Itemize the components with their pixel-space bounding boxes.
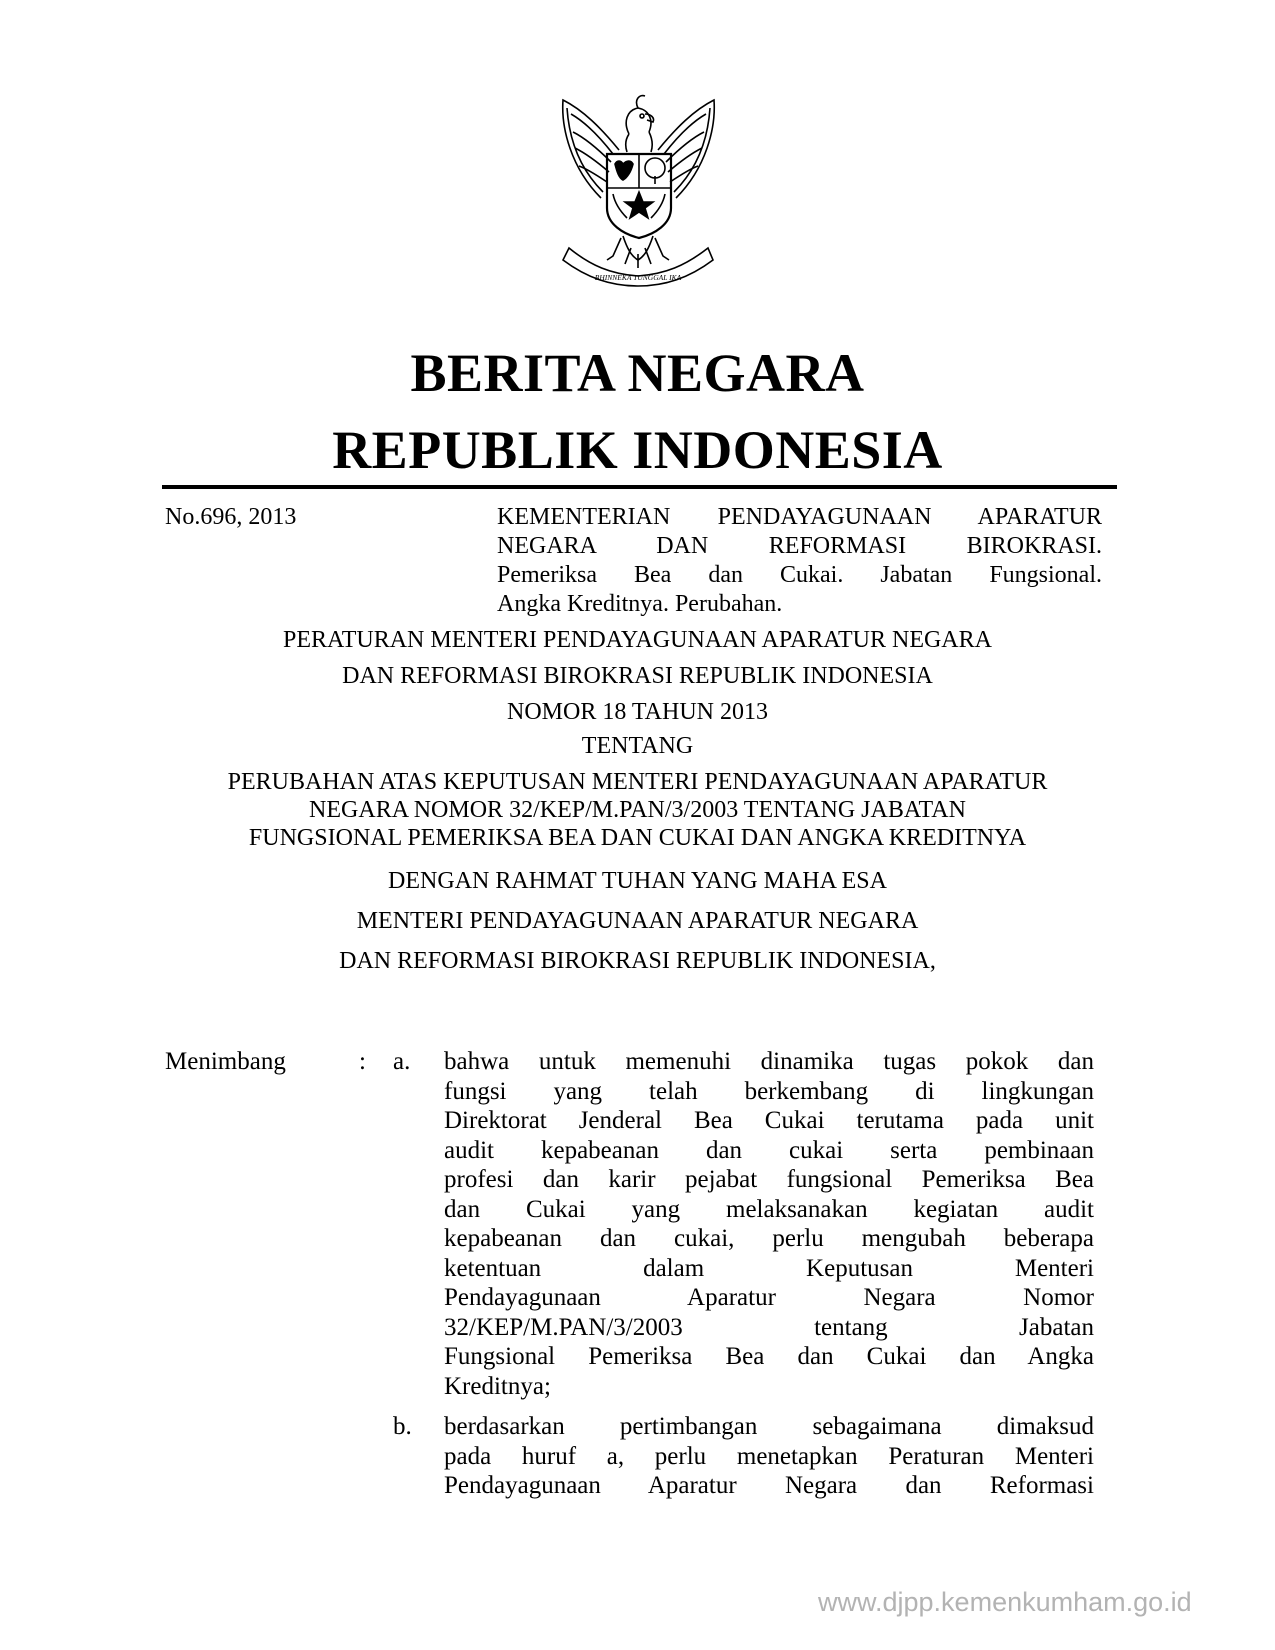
gazette-number: No.696, 2013: [165, 504, 297, 530]
gazette-summary: [497, 503, 1102, 619]
text-line: pada huruf a, perlu menetapkan Peraturan Menteri: [444, 1442, 1094, 1470]
text-line: bahwa untuk memenuhi dinamika tugas pokok dan: [444, 1048, 1094, 1075]
regulation-subject-line: PERUBAHAN ATAS KEPUTUSAN MENTERI PENDAYAGUNAAN APARATUR: [227, 769, 1048, 795]
regulation-subject-line: FUNGSIONAL PEMERIKSA BEA DAN CUKAI DAN ANGKA KREDITNYA: [248, 825, 1027, 851]
gazette-subtitle: REPUBLIK INDONESIA: [332, 420, 943, 480]
text-line: profesi dan karir pejabat fungsional Pemeriksa Bea: [444, 1166, 1094, 1193]
gazette-title: BERITA NEGARA: [410, 343, 865, 403]
regulation-title-line: DAN REFORMASI BIROKRASI REPUBLIK INDONESIA: [342, 663, 933, 689]
considering-label: Menimbang: [165, 1048, 286, 1075]
considering-item-text: [444, 1047, 1094, 1401]
text-line: Fungsional Pemeriksa Bea dan Cukai dan Angka: [444, 1343, 1094, 1370]
text-line: dan Cukai yang melaksanakan kegiatan audit: [444, 1195, 1094, 1223]
header-rule: [162, 485, 1117, 489]
regulation-title-line: PERATURAN MENTERI PENDAYAGUNAAN APARATUR NEGARA: [283, 627, 992, 653]
invocation: DENGAN RAHMAT TUHAN YANG MAHA ESA: [388, 868, 887, 894]
site-watermark: www.djpp.kemenkumham.go.id: [818, 1587, 1192, 1617]
text-line: Pendayagunaan Aparatur Negara Nomor: [444, 1284, 1094, 1311]
summary-line: Angka Kreditnya. Perubahan.: [497, 591, 783, 617]
considering-item-letter: a.: [393, 1048, 411, 1075]
text-line: fungsi yang telah berkembang di lingkungan: [444, 1077, 1094, 1105]
text-line: kepabeanan dan cukai, perlu mengubah beberapa: [444, 1225, 1094, 1252]
minister-line: DAN REFORMASI BIROKRASI REPUBLIK INDONESIA,: [339, 948, 936, 974]
summary-line: Pemeriksa Bea dan Cukai. Jabatan Fungsional.: [497, 562, 1102, 588]
minister-line: MENTERI PENDAYAGUNAAN APARATUR NEGARA: [356, 908, 919, 934]
considering-item-letter: b.: [393, 1413, 412, 1440]
summary-line: KEMENTERIAN PENDAYAGUNAAN APARATUR: [497, 504, 1102, 530]
text-line: Pendayagunaan Aparatur Negara dan Reformasi: [444, 1472, 1094, 1499]
garuda-emblem-icon: [541, 88, 736, 288]
text-line: berdasarkan pertimbangan sebagaimana dimaksud: [444, 1413, 1094, 1440]
summary-line: NEGARA DAN REFORMASI BIROKRASI.: [497, 533, 1102, 559]
considering-colon: :: [359, 1048, 366, 1075]
text-line: Kreditnya;: [444, 1372, 551, 1400]
emblem-motto: BHINNEKA TUNGGAL IKA: [594, 273, 682, 282]
text-line: Direktorat Jenderal Bea Cukai terutama pada unit: [444, 1107, 1094, 1134]
text-line: 32/KEP/M.PAN/3/2003 tentang Jabatan: [444, 1313, 1094, 1341]
regulation-number: NOMOR 18 TAHUN 2013: [507, 699, 768, 725]
regulation-about: TENTANG: [581, 733, 694, 759]
text-line: ketentuan dalam Keputusan Menteri: [444, 1254, 1094, 1282]
text-line: audit kepabeanan dan cukai serta pembinaan: [444, 1136, 1094, 1164]
considering-item-text: [444, 1412, 1094, 1501]
regulation-subject-line: NEGARA NOMOR 32/KEP/M.PAN/3/2003 TENTANG JABATAN: [309, 797, 966, 823]
